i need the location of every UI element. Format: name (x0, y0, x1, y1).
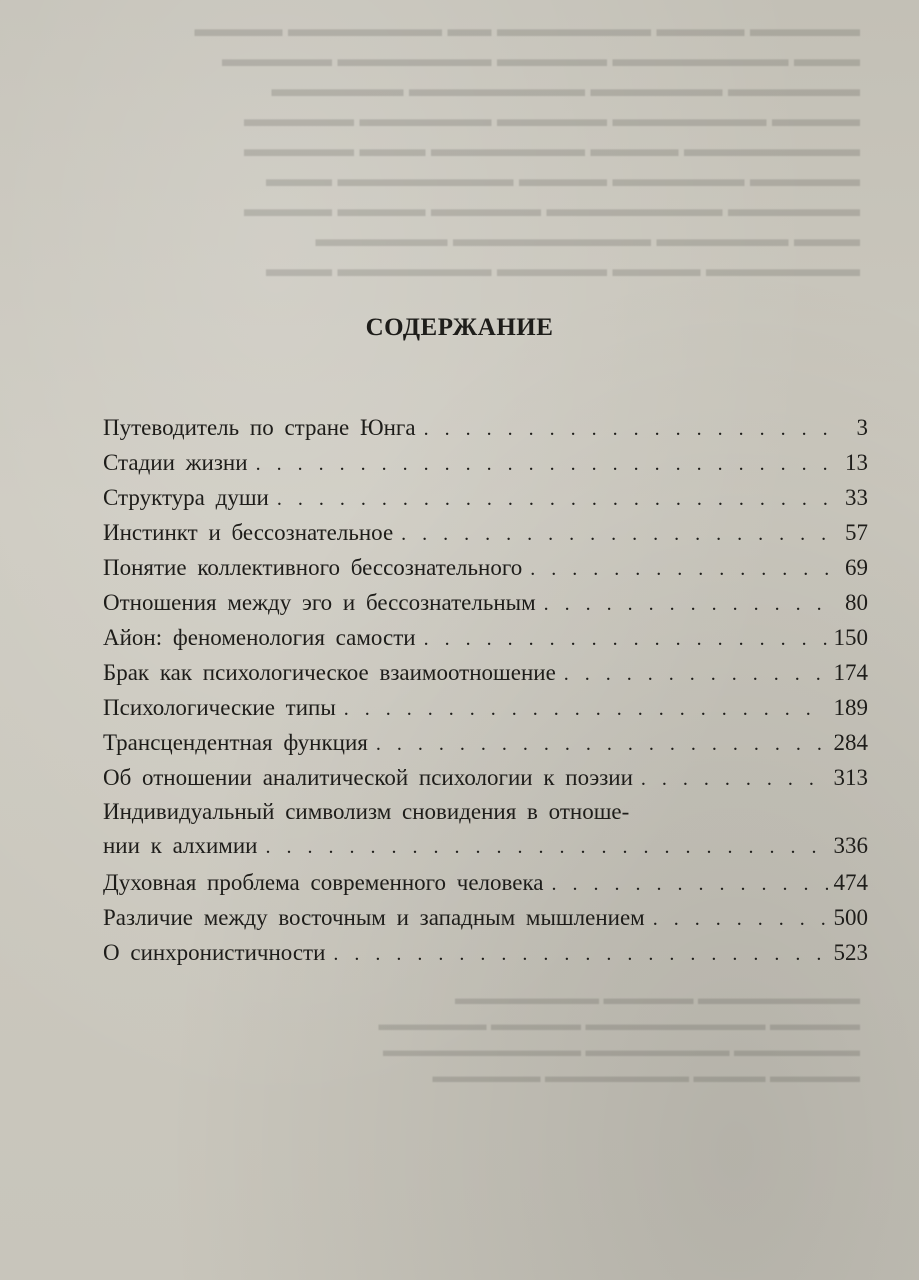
dot-leader (552, 867, 828, 902)
toc-entry-title: Различие между восточным и западным мышлением (103, 905, 645, 930)
toc-entry (103, 445, 868, 480)
toc-entry (103, 480, 868, 515)
toc-entry-page: 150 (833, 625, 868, 650)
toc-entry (103, 795, 868, 865)
toc-entry-page: 523 (833, 940, 868, 965)
toc-entry-title: Психологические типы (103, 695, 336, 720)
dot-leader (653, 902, 828, 937)
toc-entry-page: 500 (833, 905, 868, 930)
dot-leader (544, 587, 832, 622)
dot-leader (530, 552, 832, 587)
table-of-contents (103, 410, 868, 970)
toc-entry-page: 69 (845, 555, 868, 580)
toc-entry (103, 410, 868, 445)
dot-leader (401, 517, 832, 552)
toc-entry-page: 13 (845, 450, 868, 475)
show-through-text-top: ▬▬▬▬▬ ▬▬▬▬ ▬▬▬▬▬▬▬ ▬▬ ▬▬▬▬▬▬▬ ▬▬▬▬ ▬▬▬ ▬▬▬▬▬▬▬▬ ▬▬▬▬▬ ▬▬▬▬▬▬▬ ▬▬▬▬▬ ▬▬▬▬▬▬ ▬▬▬▬▬▬ ▬▬▬▬▬▬▬▬ ▬▬▬▬▬▬ ▬▬▬▬ ▬▬▬▬▬▬▬ ▬▬▬▬▬ ▬▬▬▬▬▬ ▬▬▬▬▬ ▬▬▬▬▬▬▬▬ ▬▬▬▬ ▬▬▬▬▬▬▬ ▬▬▬ ▬▬▬▬▬ ▬▬▬▬▬ ▬▬▬▬▬▬ ▬▬▬▬ ▬▬▬▬▬▬▬▬ ▬▬▬ ▬▬▬▬▬▬ ▬▬▬▬▬▬▬▬ ▬▬▬▬▬ ▬▬▬▬ ▬▬▬▬ ▬▬▬ ▬▬▬▬▬▬ ▬▬▬▬▬▬▬▬▬ ▬▬▬▬▬▬ ▬▬▬▬▬▬▬ ▬▬▬▬ ▬▬▬▬▬ ▬▬▬▬▬▬▬ ▬▬▬ (194, 16, 860, 281)
toc-entry (103, 760, 868, 795)
toc-entry-page: 474 (833, 870, 868, 895)
toc-entry-title: Трансцендентная функция (103, 730, 368, 755)
toc-entry-page: 189 (833, 695, 868, 720)
toc-entry-line2 (103, 828, 868, 863)
toc-entry (103, 550, 868, 585)
toc-entry-title: Об отношении аналитической психологии к поэзии (103, 765, 633, 790)
dot-leader (641, 762, 828, 797)
page-title: СОДЕРЖАНИЕ (365, 314, 554, 341)
toc-entry (103, 585, 868, 620)
toc-entry-title: Путеводитель по стране Юнга (103, 415, 416, 440)
toc-entry-title: Духовная проблема современного человека (103, 870, 544, 895)
toc-entry-page: 313 (833, 765, 868, 790)
toc-entry (103, 515, 868, 550)
toc-entry-page: 284 (833, 730, 868, 755)
toc-entry-title: Понятие коллективного бессознательного (103, 555, 523, 580)
toc-entry-title: Отношения между эго и бессознательным (103, 590, 536, 615)
dot-leader (424, 412, 832, 447)
show-through-text-bottom: ▬▬▬▬▬▬▬▬▬ ▬▬▬▬▬ ▬▬▬▬▬▬▬▬ ▬▬▬▬▬ ▬▬▬▬▬▬▬▬▬▬ ▬▬▬▬▬ ▬▬▬▬▬▬ ▬▬▬▬▬▬▬ ▬▬▬▬▬▬▬▬ ▬▬▬▬▬▬▬▬▬▬▬ ▬▬▬▬▬ ▬▬▬▬ ▬▬▬▬▬▬▬▬ ▬▬▬▬▬▬ (378, 988, 860, 1086)
toc-entry (103, 900, 868, 935)
dot-leader (344, 692, 828, 727)
dot-leader (333, 937, 827, 972)
toc-entry-title: Стадии жизни (103, 450, 248, 475)
toc-entry (103, 935, 868, 970)
dot-leader (256, 447, 832, 482)
toc-entry (103, 655, 868, 690)
toc-entry-page: 174 (833, 660, 868, 685)
toc-entry-title-line2: нии к алхимии (103, 833, 258, 858)
toc-entry-title: Айон: феноменология самости (103, 625, 416, 650)
toc-entry-title: Структура души (103, 485, 269, 510)
dot-leader (564, 657, 828, 692)
dot-leader (277, 482, 832, 517)
dot-leader (424, 622, 828, 657)
toc-entry (103, 865, 868, 900)
toc-entry-page: 57 (845, 520, 868, 545)
toc-entry-title: О синхронистичности (103, 940, 326, 965)
toc-entry-page: 336 (833, 833, 868, 858)
dot-leader (376, 727, 828, 762)
dot-leader (265, 830, 827, 865)
toc-entry-page: 80 (845, 590, 868, 615)
toc-entry (103, 620, 868, 655)
toc-entry-title-line1: Индивидуальный символизм сновидения в отноше- (103, 799, 630, 824)
toc-entry (103, 690, 868, 725)
toc-entry (103, 725, 868, 760)
toc-entry-title: Инстинкт и бессознательное (103, 520, 394, 545)
toc-entry-title: Брак как психологическое взаимоотношение (103, 660, 556, 685)
toc-entry-page: 33 (845, 485, 868, 510)
toc-entry-page: 3 (856, 415, 868, 440)
